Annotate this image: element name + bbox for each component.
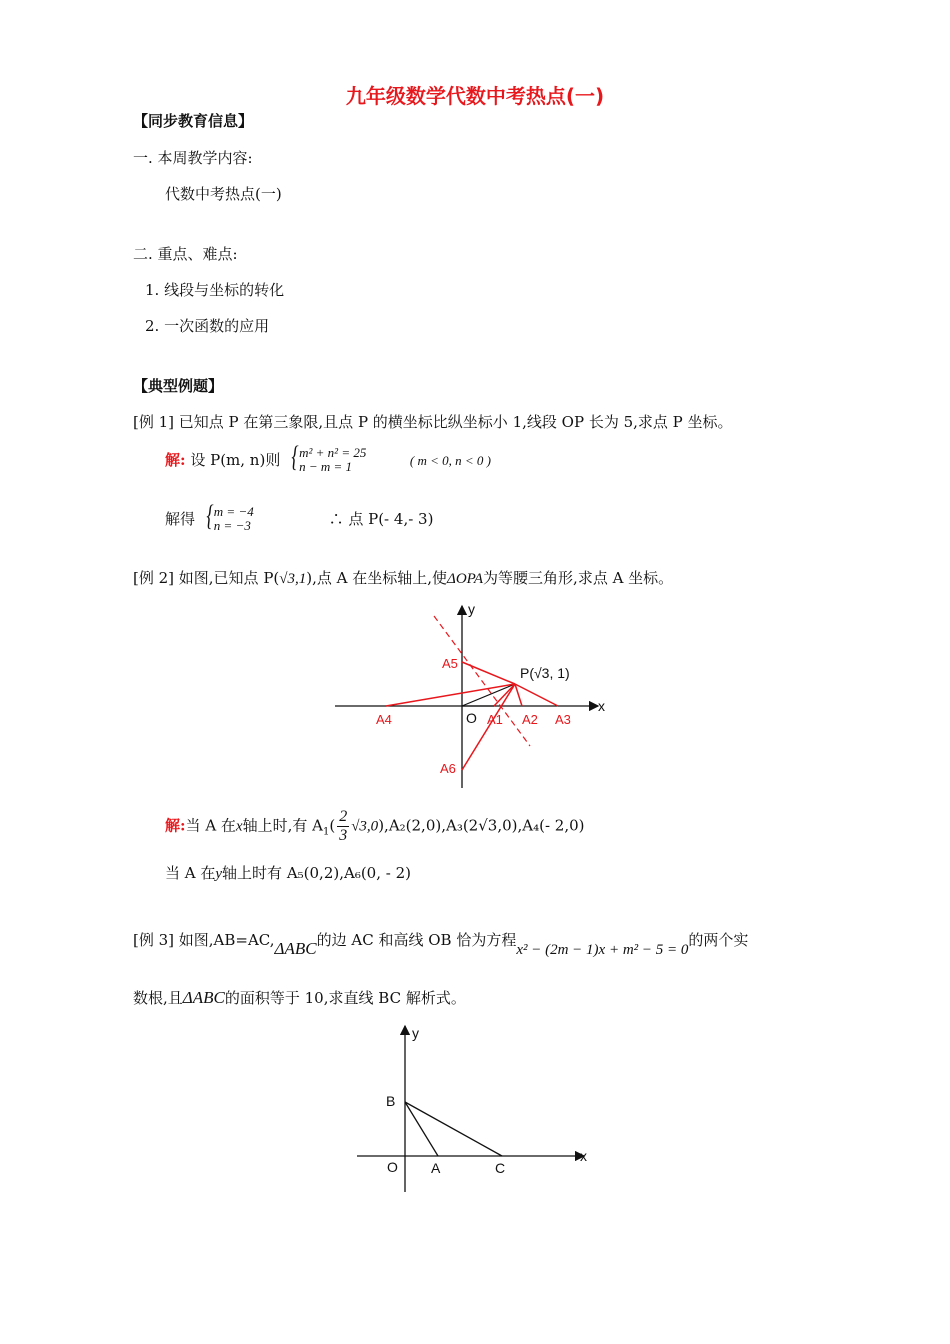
fig2-c-label: C (495, 1160, 506, 1176)
example-3-statement-line-2 (133, 987, 466, 1008)
fig2-x-label: x (580, 1148, 587, 1164)
example-2-text-b: ),点 A 在坐标轴上,使 (306, 569, 448, 587)
section-2-item-2: 2. 一次函数的应用 (145, 317, 270, 335)
example-3-triangle: ΔABC (182, 988, 225, 1007)
example-3-text: 的面积等于 10,求直线 BC 解析式。 (224, 989, 466, 1007)
perpendicular-bisector (434, 616, 530, 746)
example-2-solution-line-1 (165, 808, 585, 848)
example-1-result-label: 解得 (165, 510, 196, 528)
fig1-a1-label: A1 (487, 712, 503, 727)
example-3-text: 的两个实 (688, 931, 749, 949)
example-2-text: 轴上时有 A₅(0,2),A₆(0, - 2) (222, 864, 411, 882)
solution-label: 解: (165, 816, 186, 835)
section-2-item-1: 1. 线段与坐标的转化 (145, 281, 285, 299)
fig1-a2-label: A2 (522, 712, 538, 727)
section-1-heading: 一. 本周教学内容: (133, 149, 253, 167)
page-title: 九年级数学代数中考热点(一) (345, 84, 605, 108)
fig2-y-label: y (412, 1025, 419, 1041)
example-3-figure (352, 1020, 602, 1200)
example-2-solution-line-2 (165, 862, 411, 883)
example-3-triangle: ΔABC (274, 939, 317, 958)
fig1-a4-label: A4 (376, 712, 392, 727)
example-2-y: y (215, 866, 223, 882)
fig1-point-p-label: P(√3, 1) (520, 665, 570, 681)
example-1-equation-system: { m² + n² = 25 n − m = 1 (291, 440, 367, 474)
example-1-res-1: m = −4 (213, 504, 254, 519)
fig2-a-label: A (431, 1160, 441, 1176)
fig1-x-label: x (598, 698, 605, 714)
segment-ab (405, 1102, 438, 1156)
segment-op (462, 684, 515, 706)
example-3-text: 数根,且 (133, 989, 183, 1007)
example-2-x: x (235, 818, 243, 835)
example-1-setup: 设 P(m, n)则 (190, 451, 281, 469)
example-1-answer: ∴ 点 P(- 4,- 3) (328, 510, 434, 528)
example-2-fraction: $\frac{2}{3}$ (339, 808, 348, 844)
fig1-y-label: y (468, 601, 475, 617)
example-1-condition: ( m < 0, n < 0 ) (409, 453, 491, 468)
example-2-text-c: 为等腰三角形,求点 A 坐标。 (483, 569, 674, 587)
example-2-text: 当 A 在 (165, 864, 216, 882)
fig1-a3-label: A3 (555, 712, 571, 727)
example-1-result (165, 499, 434, 535)
fig2-b-label: B (386, 1093, 396, 1109)
segment-bc (405, 1102, 502, 1156)
example-2-paren: ), (378, 816, 389, 835)
example-2-a2-a4: A₂(2,0),A₃(2√3,0),A₄(- 2,0) (388, 816, 585, 835)
example-1-statement: [例 1] 已知点 P 在第三象限,且点 P 的横坐标比纵坐标小 1,线段 OP 长为 5,求点 P 坐标。 (133, 413, 733, 431)
section-sync-info: 【同步教育信息】 (133, 112, 254, 130)
section-examples: 【典型例题】 (133, 377, 224, 395)
example-2-statement (133, 567, 673, 588)
fig1-origin-label: O (466, 710, 477, 726)
example-2-text: 轴上时,有 A (242, 816, 323, 835)
example-3-text: 的边 AC 和高线 OB 恰为方程 (316, 931, 517, 949)
fig1-a6-label: A6 (440, 761, 456, 776)
example-1-result-system: { m = −4 n = −3 (206, 499, 254, 533)
example-2-triangle: ΔOPA (447, 571, 484, 587)
example-1-eq-2: n − m = 1 (299, 459, 353, 474)
example-2-a1-sub: 1 (322, 826, 330, 838)
example-3-equation: x² − (2m − 1)x + m² − 5 = 0 (516, 942, 689, 958)
example-1-res-2: n = −3 (213, 518, 251, 533)
example-2-figure (330, 598, 620, 793)
example-3-statement-line-1 (133, 925, 748, 956)
fig1-a5-label: A5 (442, 656, 458, 671)
example-2-text-a: [例 2] 如图,已知点 P( (133, 569, 280, 587)
example-2-point: √3,1 (279, 571, 307, 587)
solution-label: 解: (165, 451, 186, 469)
example-3-text: [例 3] 如图,AB=AC, (133, 931, 275, 949)
example-1-solution (165, 440, 491, 476)
fig2-origin-label: O (387, 1159, 398, 1175)
section-2-heading: 二. 重点、难点: (133, 245, 238, 263)
example-1-eq-1: m² + n² = 25 (299, 445, 367, 460)
section-1-body: 代数中考热点(一) (165, 185, 282, 203)
example-2-a1-value: √3,0 (351, 818, 379, 835)
example-2-paren: ( (329, 816, 336, 835)
example-2-text: 当 A 在 (185, 816, 236, 835)
